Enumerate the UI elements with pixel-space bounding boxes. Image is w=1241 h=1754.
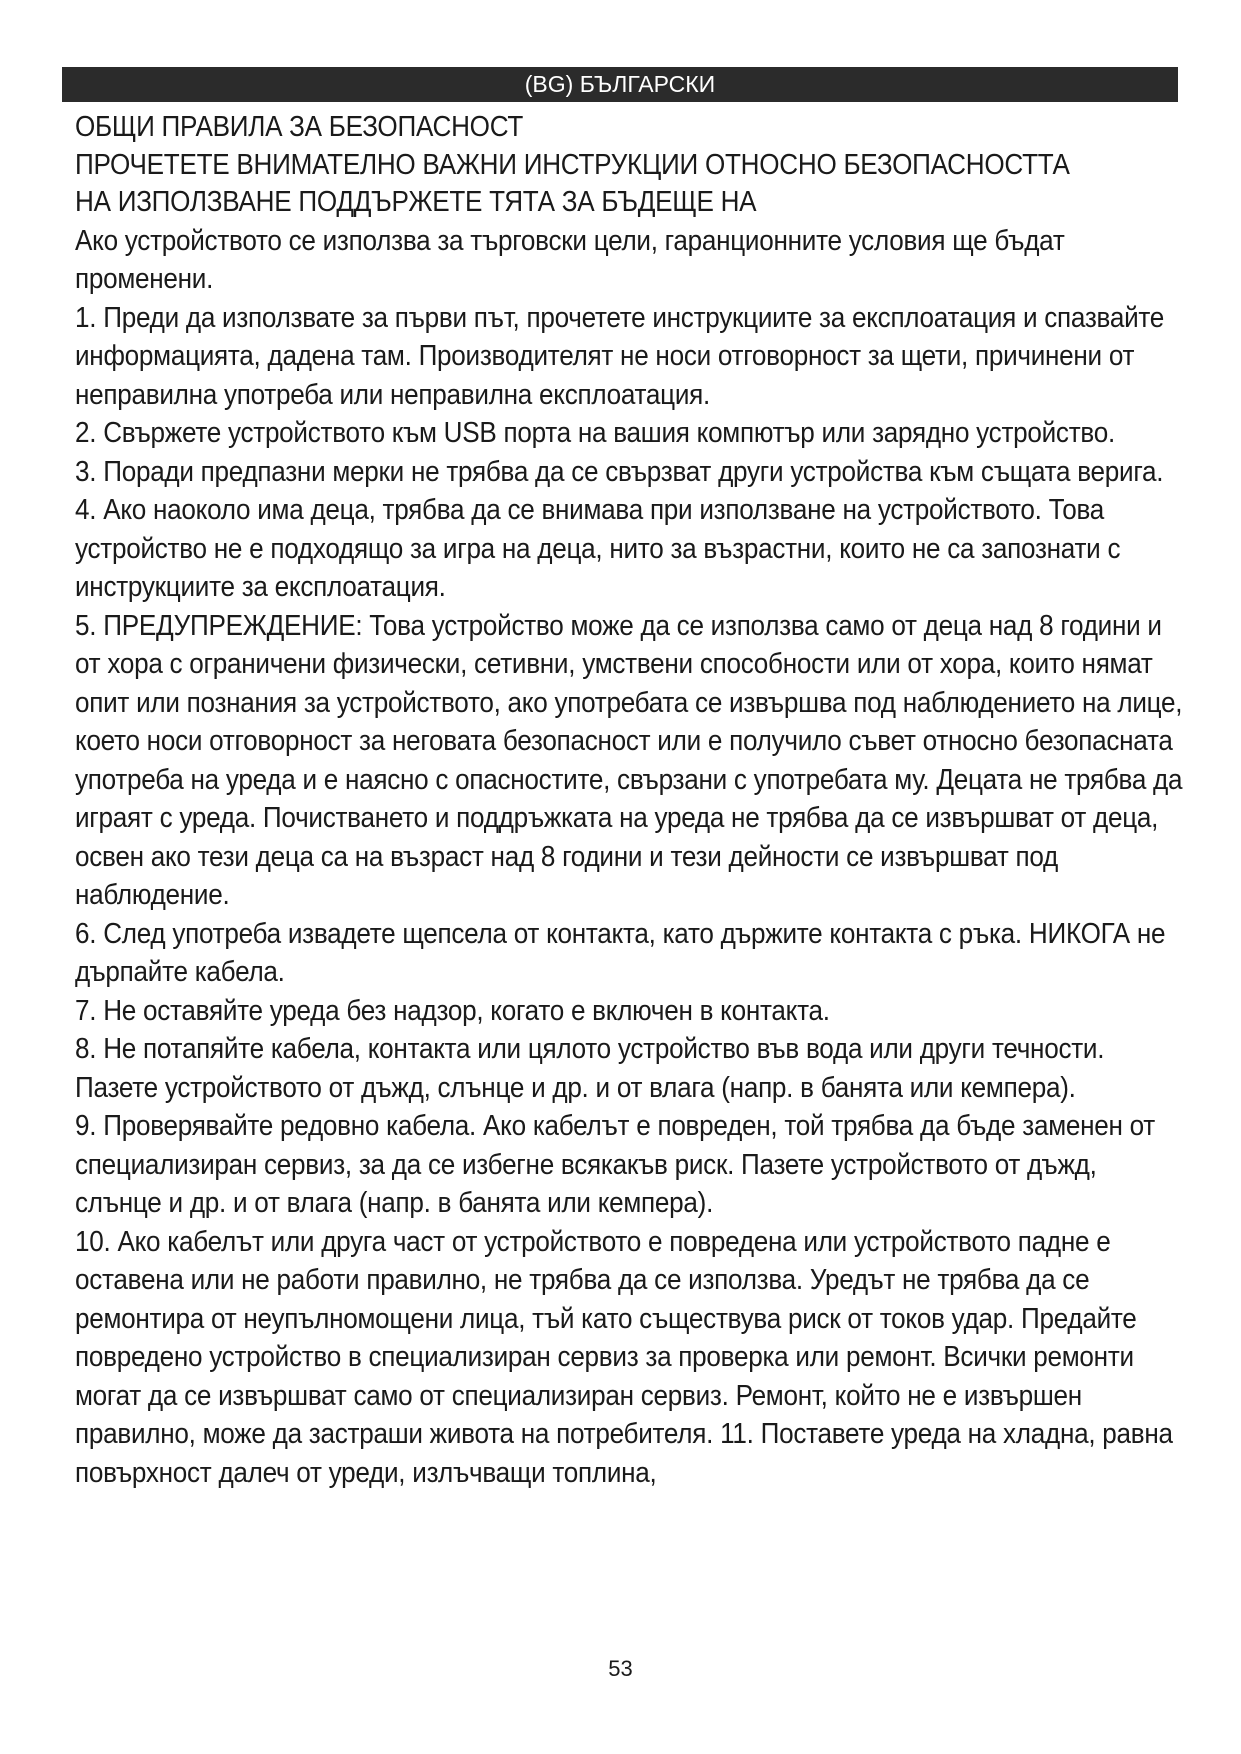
safety-rule-6: 6. След употреба извадете щепсела от контакта, като държите контакта с ръка. НИКОГА не дърпайте кабела. xyxy=(75,917,1166,988)
language-header-bar: (BG) БЪЛГАРСКИ xyxy=(62,67,1178,102)
safety-rule-7: 7. Не оставяйте уреда без надзор, когато е включен в контакта. xyxy=(75,994,830,1027)
safety-rule-4: 4. Ако наоколо има деца, трябва да се внимава при използване на устройството. Това устройство не е подходящо за игра на деца, нито за възрастни, които не са запознати с инструкциите за експлоатация. xyxy=(75,494,1121,603)
intro-paragraph: Ако устройството се използва за търговски цели, гаранционните условия ще бъдат променени. xyxy=(75,224,1065,295)
safety-rule-8: 8. Не потапяйте кабела, контакта или цялото устройство във вода или други течности. Пазете устройството от дъжд, слънце и др. и от влага (напр. в банята или кемпера). xyxy=(75,1033,1105,1104)
document-body xyxy=(75,109,1185,1492)
safety-rule-3: 3. Поради предпазни мерки не трябва да се свързват други устройства към същата верига. xyxy=(75,455,1164,488)
section-subtitle-line-2: НА ИЗПОЛЗВАНЕ ПОДДЪРЖЕТЕ ТЯТА ЗА БЪДЕЩЕ НА xyxy=(75,186,757,218)
safety-rule-10: 10. Ако кабелът или друга част от устройството е повредена или устройството падне е оставена или не работи правилно, не трябва да се използва. Уредът не трябва да се ремонтира от неупълномощени лица, тъй като съществува риск от токов удар. Предайте повредено устройство в специализиран сервиз за проверка или ремонт. Всички ремонти могат да се извършват само от специализиран сервиз. Ремонт, който не е извършен правилно, може да застраши живота на потребителя. 11. Поставете уреда на хладна, равна повърхност далеч от уреди, излъчващи топлина, xyxy=(75,1225,1173,1489)
safety-rule-1: 1. Преди да използвате за първи път, прочетете инструкциите за експлоатация и спазвайте информацията, дадена там. Производителят не носи отговорност за щети, причинени от неправилна употреба или неправилна експлоатация. xyxy=(75,301,1165,411)
safety-rule-5: 5. ПРЕДУПРЕЖДЕНИЕ: Това устройство може да се използва само от деца над 8 години и от хора с ограничени физически, сетивни, умствени способности или от хора, които нямат опит или познания за устройството, ако употребата се извършва под наблюдението на лице, което носи отговорност за неговата безопасност или е получило съвет относно безопасната употреба на уреда и е наясно с опасностите, свързани с употребата му. Децата не трябва да играят с уреда. Почистването и поддръжката на уреда не трябва да се извършват от деца, освен ако тези деца са на възраст над 8 години и тези дейности се извършват под наблюдение. xyxy=(75,609,1183,911)
safety-rule-9: 9. Проверявайте редовно кабела. Ако кабелът е повреден, той трябва да бъде заменен от специализиран сервиз, за да се избегне всякакъв риск. Пазете устройството от дъжд, слънце и др. и от влага (напр. в банята или кемпера). xyxy=(75,1110,1155,1219)
section-title: ОБЩИ ПРАВИЛА ЗА БЕЗОПАСНОСТ xyxy=(75,111,524,143)
safety-rule-2: 2. Свържете устройството към USB порта на вашия компютър или зарядно устройство. xyxy=(75,417,1115,449)
section-subtitle-line-1: ПРОЧЕТЕТЕ ВНИМАТЕЛНО ВАЖНИ ИНСТРУКЦИИ ОТНОСНО БЕЗОПАСНОСТТА xyxy=(75,148,1070,181)
page-number: 53 xyxy=(608,1656,633,1681)
